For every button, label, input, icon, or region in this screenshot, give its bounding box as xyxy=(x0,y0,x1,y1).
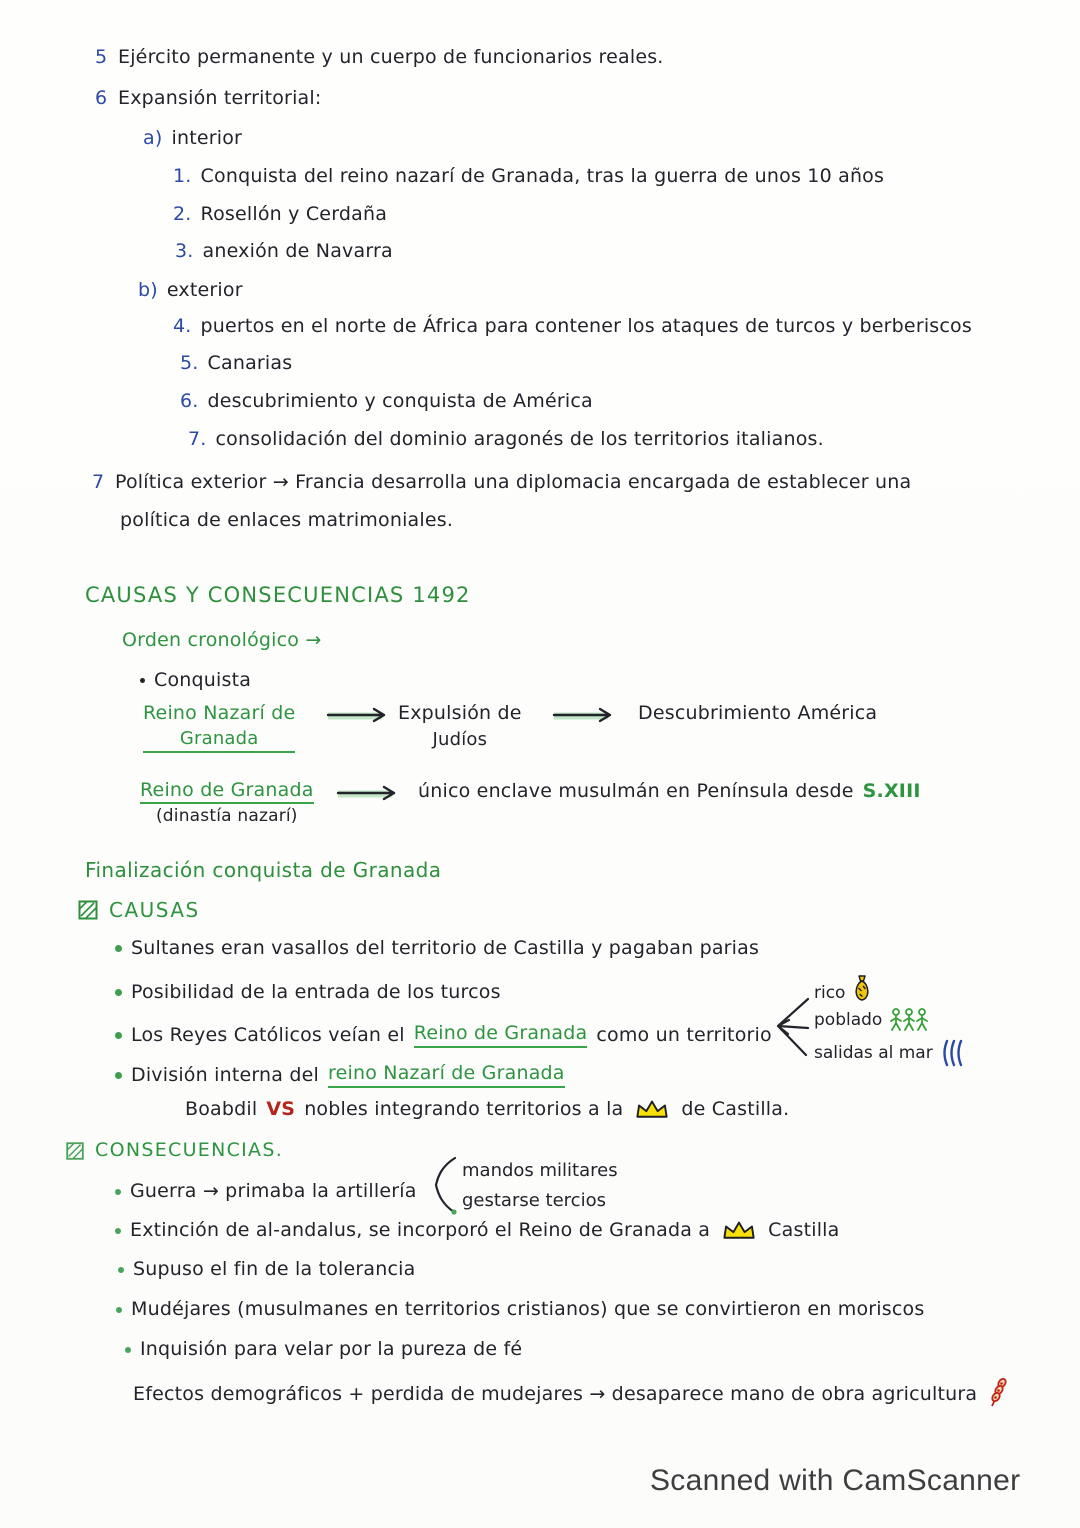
branch-bracket-icon xyxy=(428,1152,458,1218)
artilleria-branches xyxy=(428,1152,618,1218)
item-marker: 6. xyxy=(180,390,199,412)
crown-icon xyxy=(721,1219,757,1243)
outline-line xyxy=(188,429,824,451)
flow-node-text xyxy=(140,780,314,826)
bullet-dot-icon xyxy=(115,1032,122,1039)
outline-line xyxy=(173,204,387,226)
bullet-dot-icon xyxy=(118,1267,124,1273)
bullet-text-pre: Extinción de al-andalus, se incorporó el Reino de Granada a xyxy=(130,1219,711,1242)
branch-arrow-icon xyxy=(770,987,810,1065)
item-text: Conquista del reino nazarí de Granada, tras la guerra de unos 10 años xyxy=(200,165,885,187)
item-marker: a) xyxy=(143,127,163,149)
causa-bullet-2 xyxy=(115,982,501,1004)
territory-annotation xyxy=(770,983,967,1069)
flow-node-text xyxy=(398,703,522,751)
item-text: exterior xyxy=(166,279,243,301)
causa-bullet-3 xyxy=(115,1023,772,1048)
bullet-text-pre: Los Reyes Católicos veían el xyxy=(131,1023,405,1046)
annotation-label: rico xyxy=(814,983,846,1003)
item-text: Conquista xyxy=(154,669,252,691)
people-icon xyxy=(888,1007,930,1033)
consecuencias-header xyxy=(64,1140,283,1162)
order-label-text: Orden cronológico → xyxy=(122,629,322,651)
item-text: puertos en el norte de África para contener los ataques de turcos y berberiscos xyxy=(200,315,972,337)
demographic-effects-line xyxy=(133,1381,1012,1409)
outline-line xyxy=(143,128,242,150)
node-line2: (dinastía nazarí) xyxy=(155,805,298,826)
outline-line xyxy=(173,316,972,338)
consecuencia-bullet-5 xyxy=(125,1339,522,1361)
causas-header xyxy=(76,898,200,922)
bullet-text: Guerra → primaba la artillería xyxy=(130,1180,417,1202)
flow-node-text xyxy=(143,703,295,753)
item-text: interior xyxy=(171,127,243,149)
outline-line xyxy=(180,391,593,413)
line-text: Efectos demográficos + perdida de mudejares → desaparece mano de obra agricultura xyxy=(133,1383,978,1406)
item-text: consolidación del dominio aragonés de los territorios italianos. xyxy=(215,428,824,450)
flow1-node1 xyxy=(143,703,295,753)
bullet-dot-icon xyxy=(125,1347,131,1353)
right-arrow-icon xyxy=(332,784,408,802)
wheat-doodle-icon xyxy=(986,1375,1012,1409)
outline-line xyxy=(173,166,884,188)
hatched-checkbox-icon xyxy=(64,1140,86,1162)
bullet-dot-icon xyxy=(115,945,122,952)
boabdil-line xyxy=(185,1098,789,1122)
annotation-salidas-al-mar xyxy=(814,1037,967,1069)
flow1-node2 xyxy=(398,703,522,751)
waves-icon xyxy=(939,1037,967,1069)
node-line1: Reino de Granada xyxy=(140,779,314,804)
annotation-poblado xyxy=(814,1007,967,1033)
boabdil-mid-text: nobles integrando territorios a la xyxy=(304,1098,624,1121)
right-arrow-icon xyxy=(548,706,624,724)
item-marker: b) xyxy=(138,279,158,301)
causas-header-text: CAUSAS xyxy=(109,897,200,922)
causa-bullet-1 xyxy=(115,938,759,960)
bullet-dot-icon xyxy=(115,1228,121,1234)
item-marker: 2. xyxy=(173,203,192,225)
flow1-node3 xyxy=(638,703,877,725)
item-marker: 4. xyxy=(173,315,192,337)
outline-line xyxy=(120,510,453,532)
item-marker: 5 xyxy=(95,46,108,68)
node-text: Descubrimiento América xyxy=(638,702,878,724)
flow2-body: único enclave musulmán en Península desde xyxy=(418,780,854,802)
outline-line xyxy=(95,47,664,69)
item-text: descubrimiento y conquista de América xyxy=(207,390,593,412)
consecuencias-header-text: CONSECUENCIAS. xyxy=(95,1139,284,1162)
branch-label: gestarse tercios xyxy=(462,1189,606,1211)
annotation-rico xyxy=(814,983,967,1003)
section-title-causas-consecuencias: CAUSAS Y CONSECUENCIAS 1492 xyxy=(85,583,471,607)
outline-line xyxy=(175,241,393,263)
bullet-dot-icon xyxy=(116,1307,122,1313)
item-marker: 3. xyxy=(175,240,194,262)
bullet-text: Sultanes eran vasallos del territorio de Castilla y pagaban parias xyxy=(131,937,760,959)
hatched-checkbox-icon xyxy=(76,898,100,922)
consecuencia-bullet-4 xyxy=(116,1299,924,1321)
flow2-node1 xyxy=(140,780,314,826)
flow2-century: S.XIII xyxy=(862,780,921,802)
section-title-finalizacion: Finalización conquista de Granada xyxy=(85,858,442,882)
vs-text: VS xyxy=(266,1098,296,1121)
node-line1: Reino Nazarí de xyxy=(143,702,296,724)
bullet-text: Posibilidad de la entrada de los turcos xyxy=(131,981,501,1003)
node-line2: Granada xyxy=(143,729,295,753)
boabdil-post-text: de Castilla. xyxy=(681,1098,790,1121)
item-marker: 6 xyxy=(95,87,108,109)
item-marker: 5. xyxy=(180,352,199,374)
chronological-order-label xyxy=(122,630,321,652)
bullet-text-pre: División interna del xyxy=(131,1063,320,1086)
node-line2: Judíos xyxy=(432,728,488,750)
item-text: Rosellón y Cerdaña xyxy=(200,203,388,225)
bullet-text: Supuso el fin de la tolerancia xyxy=(133,1258,416,1280)
outline-line xyxy=(138,280,243,302)
bullet-text-post: como un territorio xyxy=(596,1023,772,1046)
branch-label: mandos militares xyxy=(462,1159,618,1181)
bullet-text: Inquisión para velar por la pureza de fé xyxy=(140,1338,523,1360)
item-text: Canarias xyxy=(207,352,293,374)
item-text: Expansión territorial: xyxy=(118,87,322,109)
node-line1: Expulsión de xyxy=(398,702,522,724)
flow2-text xyxy=(418,781,921,803)
chronology-first-item xyxy=(140,670,251,692)
money-bag-icon xyxy=(851,974,873,1002)
causa-bullet-4 xyxy=(115,1063,565,1088)
bullet-dot-icon xyxy=(140,678,145,683)
outline-line xyxy=(92,472,911,494)
consecuencia-bullet-3 xyxy=(118,1259,415,1281)
consecuencia-bullet-2 xyxy=(115,1219,840,1243)
item-text: Ejército permanente y un cuerpo de funcionarios reales. xyxy=(118,46,664,68)
bullet-dot-icon xyxy=(115,1072,122,1079)
consecuencia-bullet-1 xyxy=(115,1181,417,1203)
camscanner-watermark: Scanned with CamScanner xyxy=(650,1464,1021,1497)
item-marker: 1. xyxy=(173,165,192,187)
annotation-label: poblado xyxy=(814,1010,883,1030)
item-marker: 7 xyxy=(92,471,105,493)
annotation-label: salidas al mar xyxy=(814,1043,933,1063)
bullet-text: Mudéjares (musulmanes en territorios cristianos) que se convirtieron en moriscos xyxy=(131,1298,925,1320)
crown-icon xyxy=(634,1098,670,1122)
bullet-text-green: reino Nazarí de Granada xyxy=(328,1063,565,1088)
item-text: anexión de Navarra xyxy=(202,240,393,262)
item-text: política de enlaces matrimoniales. xyxy=(120,509,454,531)
item-marker: 7. xyxy=(188,428,207,450)
bullet-text-post: Castilla xyxy=(768,1219,840,1242)
boabdil-name: Boabdil xyxy=(185,1098,258,1121)
right-arrow-icon xyxy=(322,706,398,724)
bullet-dot-icon xyxy=(115,1189,121,1195)
bullet-text-green: Reino de Granada xyxy=(414,1023,588,1048)
outline-line xyxy=(180,353,292,375)
outline-line xyxy=(95,88,321,110)
item-text: Política exterior → Francia desarrolla una diplomacia encargada de establecer una xyxy=(115,471,912,493)
bullet-dot-icon xyxy=(115,989,122,996)
